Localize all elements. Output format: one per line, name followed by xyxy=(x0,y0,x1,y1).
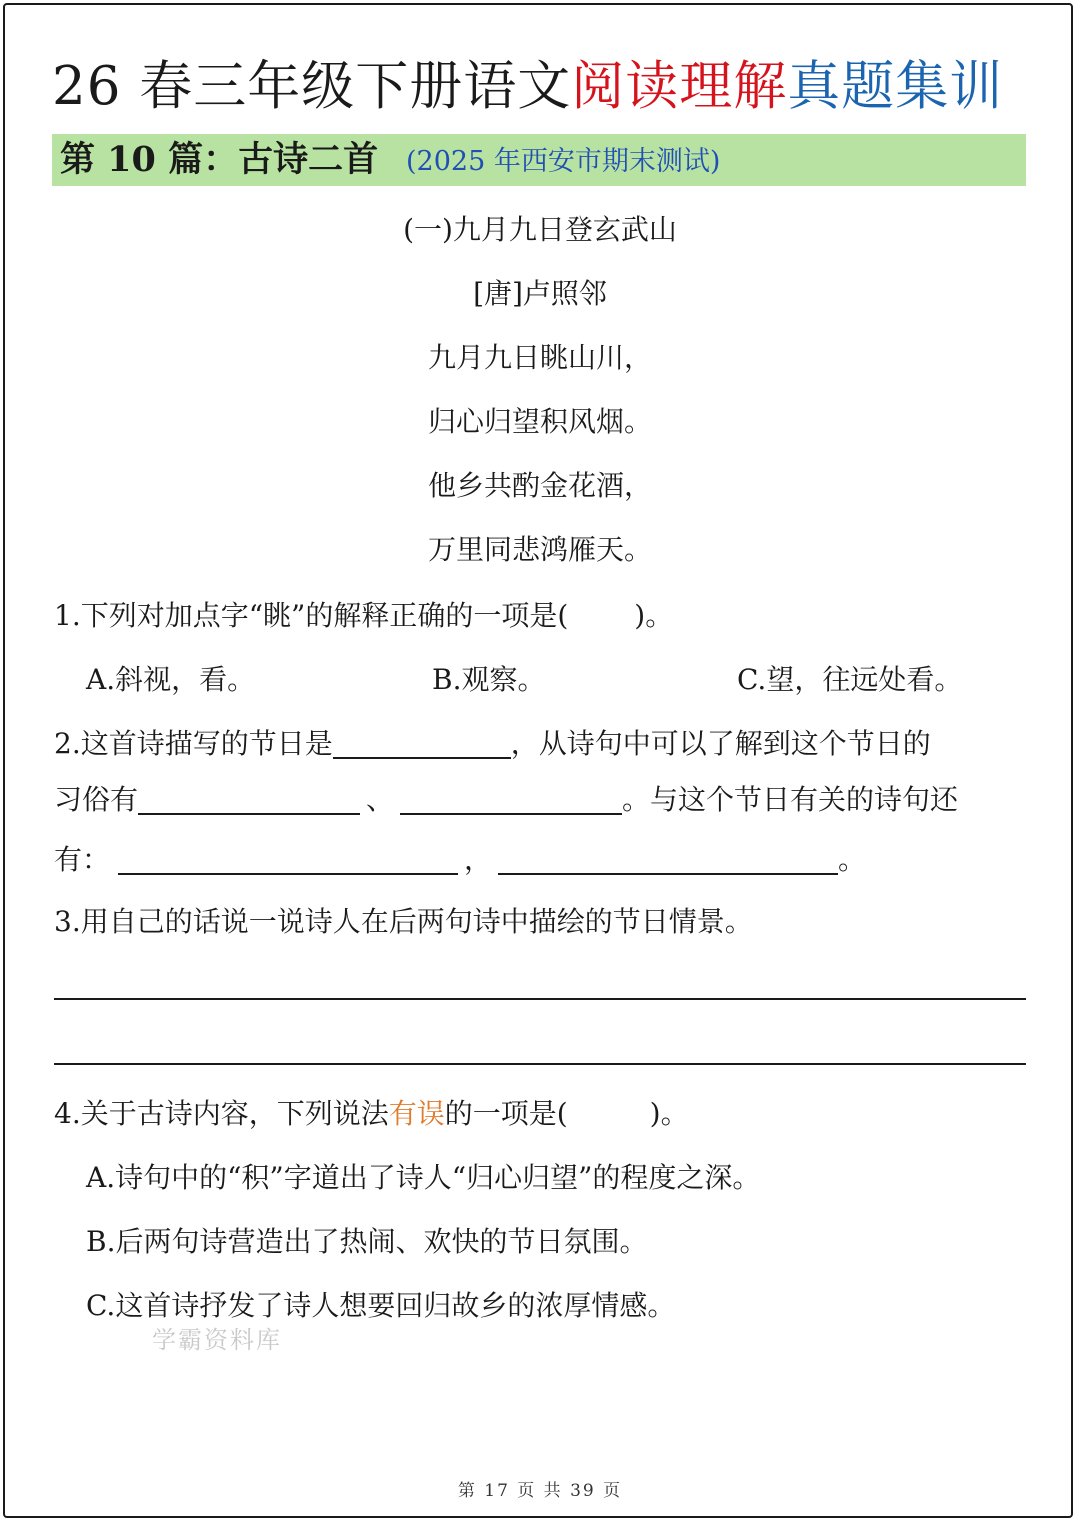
answer-blank[interactable] xyxy=(138,783,360,815)
question-2-text: 2.这首诗描写的节日是 xyxy=(54,727,333,760)
question-1-option-c: C.望，往远处看。 xyxy=(737,663,963,696)
answer-blank[interactable] xyxy=(498,843,838,875)
title-part-blue: 真题集训 xyxy=(787,56,1004,117)
question-2-line-3 xyxy=(54,840,866,880)
poem-line: 归心归望积风烟。 xyxy=(427,405,652,438)
poem-heading: (一)九月九日登玄武山 xyxy=(403,213,677,246)
question-1-close: )。 xyxy=(634,599,674,632)
title-part-black: 26 春三年级下册语文 xyxy=(52,56,572,117)
separator: ， xyxy=(464,843,493,876)
question-2-text: 。与这个节日有关的诗句还 xyxy=(622,783,959,816)
question-1-text: 1.下列对加点字“眺”的解释正确的一项是( xyxy=(54,599,569,632)
answer-line[interactable] xyxy=(54,998,1026,1000)
answer-blank[interactable] xyxy=(333,727,511,759)
banner-source: (2025 年西安市期末测试) xyxy=(406,146,721,177)
question-4-option-a: A.诗句中的“积”字道出了诗人“归心归望”的程度之深。 xyxy=(86,1161,761,1194)
question-4-option-b: B.后两句诗营造出了热闹、欢快的节日氛围。 xyxy=(86,1225,648,1258)
question-4-highlight: 有误 xyxy=(388,1097,445,1130)
answer-blank[interactable] xyxy=(400,783,622,815)
question-3: 3.用自己的话说一说诗人在后两句诗中描绘的节日情景。 xyxy=(54,905,753,938)
watermark: 学霸资料库 xyxy=(152,1326,282,1354)
page-title xyxy=(52,52,1042,122)
question-2-end: 。 xyxy=(838,843,867,876)
question-1-option-b: B.观察。 xyxy=(432,663,546,696)
question-1 xyxy=(54,596,673,636)
page-number: 第 17 页 共 39 页 xyxy=(457,1481,623,1501)
answer-line[interactable] xyxy=(54,1063,1026,1065)
question-4 xyxy=(54,1094,689,1134)
section-banner xyxy=(52,134,1026,186)
question-2-text: 有： xyxy=(54,843,111,876)
question-4-text: 4.关于古诗内容，下列说法 xyxy=(54,1097,389,1130)
answer-blank[interactable] xyxy=(118,843,458,875)
poem-line: 九月九日眺山川， xyxy=(427,341,652,374)
poem-line: 他乡共酌金花酒， xyxy=(427,469,652,502)
question-2-text: 习俗有 xyxy=(54,783,139,816)
poem-author: [唐]卢照邻 xyxy=(473,277,607,310)
question-2-line-2 xyxy=(54,780,958,820)
poem-line: 万里同悲鸿雁天。 xyxy=(427,533,652,566)
question-4-close: )。 xyxy=(649,1097,689,1130)
question-2-text: ，从诗句中可以了解到这个节日的 xyxy=(510,727,931,760)
separator: 、 xyxy=(366,783,395,816)
question-4-text: 的一项是( xyxy=(444,1097,568,1130)
question-4-option-c: C.这首诗抒发了诗人想要回归故乡的浓厚情感。 xyxy=(86,1289,676,1322)
title-part-red: 阅读理解 xyxy=(571,56,788,117)
banner-title: 第 10 篇：古诗二首 xyxy=(60,139,379,180)
question-1-option-a: A.斜视，看。 xyxy=(86,663,256,696)
question-2-line-1 xyxy=(54,724,931,764)
